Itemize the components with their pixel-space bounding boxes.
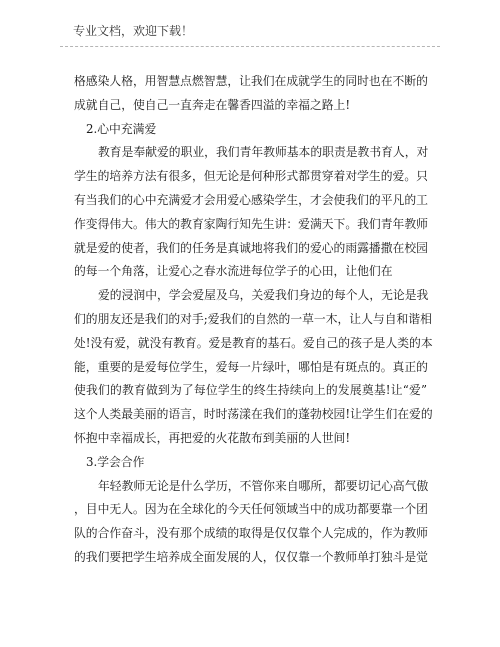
text-line: 教育是奉献爱的职业，我们青年教师基本的职责是教书育人，对 <box>98 145 429 160</box>
text-line: 格感染人格，用智慧点燃智慧，让我们在成就学生的同时也在不断的 <box>74 74 428 88</box>
text-line: 处!没有爱，就没有教育。爱是教育的基石。爱自己的孩子是人类的本 <box>74 335 433 350</box>
text-line: 作变得伟大。伟大的教育家陶行知先生讲：爱满天下。我们青年教师 <box>74 216 428 231</box>
text-line: 队的合作奋斗，没有那个成绩的取得是仅仅靠个人完成的，作为教师 <box>74 526 428 541</box>
document-body <box>74 70 433 570</box>
text-line: ，目中无人。因为在全球化的今天任何领域当中的成功都要靠一个团 <box>74 502 428 517</box>
text-line: 能，重要的是爱每位学生，爱每一片绿叶，哪怕是有斑点的。真正的 <box>74 359 428 374</box>
text-line: 就是爱的使者，我们的任务是真诚地将我们的爱心的雨露播撒在校园 <box>74 240 428 255</box>
text-line: 使我们的教育做到为了每位学生的终生持续向上的发展奠基!让“爱” <box>74 383 427 398</box>
text-line: 成就自己，使自己一直奔走在馨香四溢的幸福之路上! <box>74 97 351 112</box>
section-heading: 2.心中充满爱 <box>86 121 157 136</box>
section-heading: 3.学会合作 <box>86 454 145 469</box>
text-line: 们的朋友还是我们的对手;爱我们的自然的一草一木，让人与自和谐相 <box>74 311 432 326</box>
page-header: 专业文档，欢迎下载！ <box>73 24 194 38</box>
header-divider <box>60 46 440 47</box>
text-line: 学生的培养方法有很多，但无论是何种形式都贯穿着对学生的爱。只 <box>74 169 428 184</box>
text-line: 年轻教师无论是什么学历，不管你来自哪所，都要切记心高气傲 <box>98 478 429 493</box>
text-line: 这个人类最美丽的语言，时时荡漾在我们的蓬勃校园!让学生们在爱的 <box>74 407 433 422</box>
text-line: 的每一个角落，让爱心之春水流进每位学子的心田，让他们在 <box>74 264 393 279</box>
text-line: 爱的浸润中，学会爱屋及乌，关爱我们身边的每个人，无论是我 <box>98 288 429 303</box>
text-line: 的我们要把学生培养成全面发展的人，仅仅靠一个教师单打独斗是觉 <box>74 549 428 564</box>
text-line: 有当我们的心中充满爱才会用爱心感染学生，才会使我们的平凡的工 <box>74 192 428 207</box>
text-line: 怀抱中幸福成长，再把爱的火花散布到美丽的人世间! <box>74 430 351 445</box>
